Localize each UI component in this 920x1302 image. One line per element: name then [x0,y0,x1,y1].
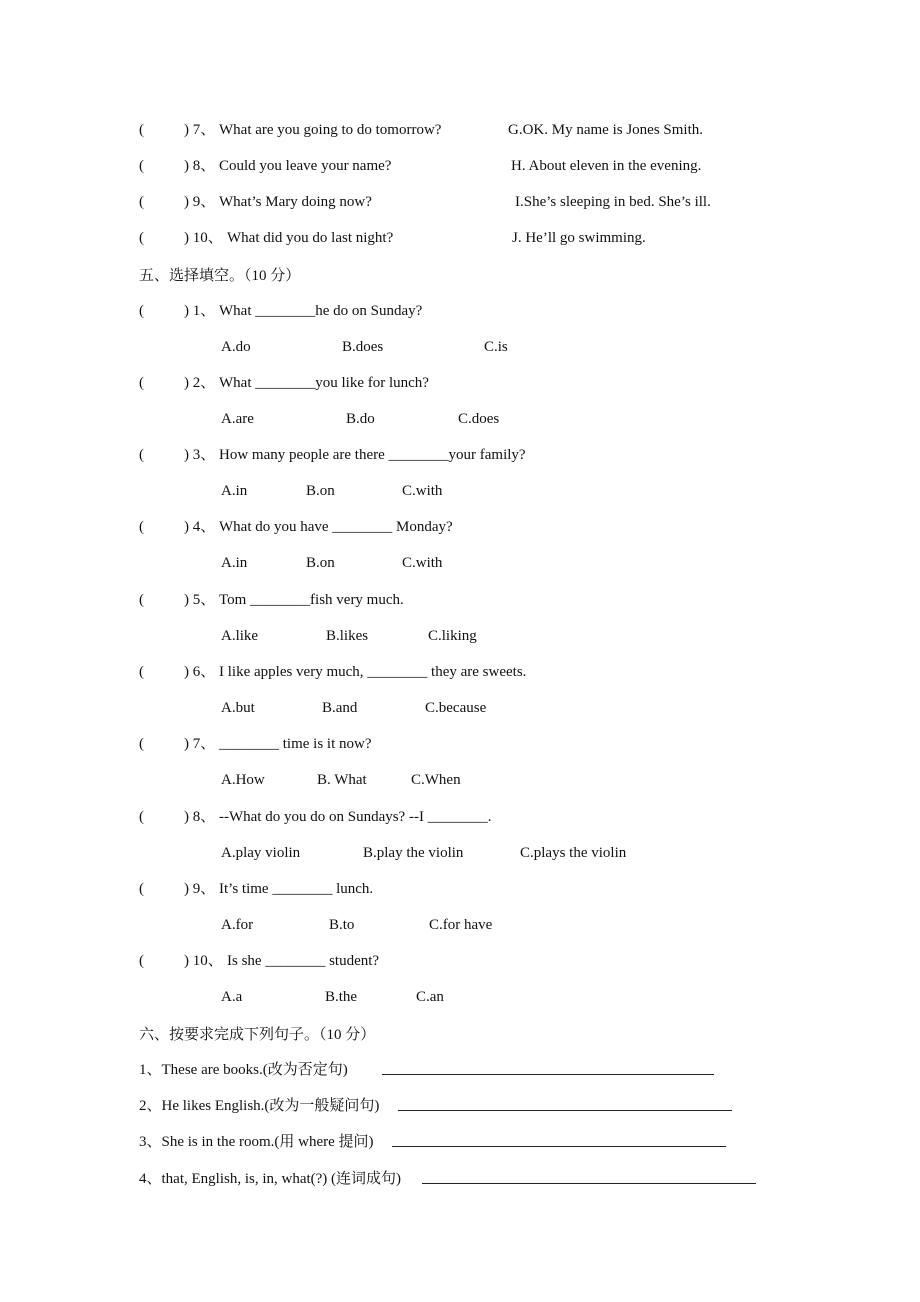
question-text: What ________he do on Sunday? [219,303,423,319]
option-c: C.for have [429,917,493,933]
answer-blank-open[interactable]: ( [139,953,144,969]
question-text: I like apples very much, ________ they are sweets. [219,664,527,680]
item-number: ) 8、 [184,158,216,174]
option-c: C.does [458,411,500,427]
option-b: B.play the violin [363,845,464,861]
answer-blank-open[interactable]: ( [139,194,144,210]
option-c: C.with [402,483,443,499]
answer-blank-open[interactable]: ( [139,664,144,680]
option-c: C.because [425,700,487,716]
question-text: Tom ________fish very much. [219,592,404,608]
answer-line[interactable] [382,1060,714,1075]
question-text: What ________you like for lunch? [219,375,429,391]
question-text: What did you do last night? [227,230,394,246]
section-6-title: 六、按要求完成下列句子。（10 分） [139,1027,376,1043]
question-text: ________ time is it now? [219,736,372,752]
question-text: What do you have ________ Monday? [219,519,453,535]
question-text: Is she ________ student? [227,953,380,969]
option-b: B.likes [326,628,369,644]
question-text: It’s time ________ lunch. [219,881,374,897]
answer-blank-open[interactable]: ( [139,592,144,608]
option-c: C.with [402,555,443,571]
answer-blank-open[interactable]: ( [139,158,144,174]
task-prompt: 4、that, English, is, in, what(?) (连词成句) [139,1171,402,1187]
option-a: A.How [221,772,265,788]
option-a: A.do [221,339,251,355]
question-number: ) 5、 [184,592,216,608]
answer-blank-open[interactable]: ( [139,122,144,138]
option-c: C.When [411,772,461,788]
option-b: B.and [322,700,358,716]
answer-blank-open[interactable]: ( [139,519,144,535]
option-a: A.for [221,917,254,933]
answer-line[interactable] [398,1096,732,1111]
option-b: B.to [329,917,355,933]
option-b: B. What [317,772,367,788]
task-prompt: 3、She is in the room.(用 where 提问) [139,1134,374,1150]
answer-option: I.She’s sleeping in bed. She’s ill. [515,194,711,210]
task-prompt: 2、He likes English.(改为一般疑问句) [139,1098,380,1114]
option-a: A.play violin [221,845,301,861]
item-number: ) 10、 [184,230,223,246]
task-prompt: 1、These are books.(改为否定句) [139,1062,348,1078]
answer-blank-open[interactable]: ( [139,375,144,391]
item-number: ) 9、 [184,194,216,210]
option-a: A.but [221,700,255,716]
question-text: What are you going to do tomorrow? [219,122,442,138]
option-a: A.like [221,628,259,644]
question-number: ) 8、 [184,809,216,825]
option-c: C.an [416,989,444,1005]
option-b: B.does [342,339,384,355]
answer-blank-open[interactable]: ( [139,881,144,897]
question-text: --What do you do on Sundays? --I ________. [219,809,492,825]
question-number: ) 9、 [184,881,216,897]
question-text: How many people are there ________your family? [219,447,526,463]
question-text: Could you leave your name? [219,158,392,174]
option-a: A.in [221,483,248,499]
answer-line[interactable] [392,1132,726,1147]
question-number: ) 6、 [184,664,216,680]
option-c: C.is [484,339,508,355]
option-b: B.do [346,411,375,427]
option-b: B.the [325,989,358,1005]
item-number: ) 7、 [184,122,216,138]
question-text: What’s Mary doing now? [219,194,372,210]
question-number: ) 2、 [184,375,216,391]
answer-blank-open[interactable]: ( [139,230,144,246]
question-number: ) 1、 [184,303,216,319]
answer-blank-open[interactable]: ( [139,447,144,463]
option-a: A.a [221,989,243,1005]
question-number: ) 3、 [184,447,216,463]
option-a: A.are [221,411,254,427]
question-number: ) 7、 [184,736,216,752]
option-b: B.on [306,483,335,499]
option-a: A.in [221,555,248,571]
question-number: ) 4、 [184,519,216,535]
answer-option: G.OK. My name is Jones Smith. [508,122,703,138]
answer-blank-open[interactable]: ( [139,303,144,319]
answer-option: H. About eleven in the evening. [511,158,702,174]
question-number: ) 10、 [184,953,223,969]
option-c: C.plays the violin [520,845,627,861]
answer-blank-open[interactable]: ( [139,736,144,752]
answer-line[interactable] [422,1169,756,1184]
section-5-title: 五、选择填空。（10 分） [139,268,301,284]
answer-option: J. He’ll go swimming. [512,230,646,246]
option-c: C.liking [428,628,477,644]
answer-blank-open[interactable]: ( [139,809,144,825]
option-b: B.on [306,555,335,571]
